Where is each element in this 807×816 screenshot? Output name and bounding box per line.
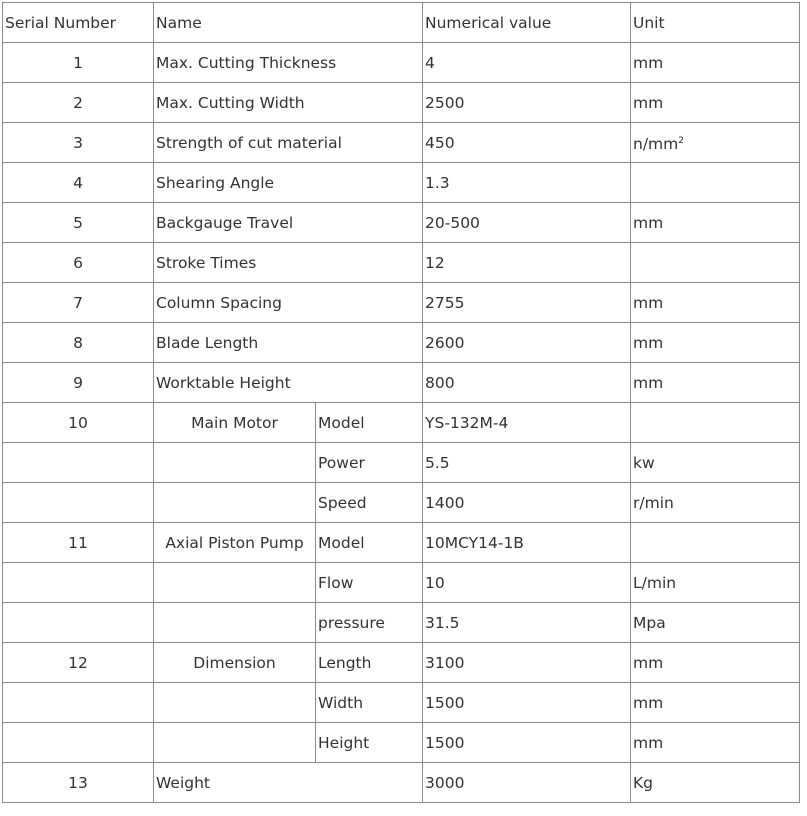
table-row: [3, 323, 800, 363]
serial-cell: 2: [3, 83, 154, 123]
table-row: [3, 563, 800, 603]
serial-cell: 3: [3, 123, 154, 163]
serial-cell: 8: [3, 323, 154, 363]
serial-cell: [3, 483, 154, 523]
value-cell: 3100: [423, 643, 631, 683]
unit-cell: [631, 163, 800, 203]
value-cell: 12: [423, 243, 631, 283]
table-row: [3, 203, 800, 243]
serial-cell: [3, 683, 154, 723]
value-cell: 31.5: [423, 603, 631, 643]
header-unit: Unit: [631, 3, 800, 43]
name-cell: Max. Cutting Thickness: [154, 43, 423, 83]
unit-cell: Kg: [631, 763, 800, 803]
value-cell: 2755: [423, 283, 631, 323]
serial-cell: [3, 723, 154, 763]
group-name-cell: [154, 443, 316, 483]
sub-name-cell: Model: [316, 523, 423, 563]
name-cell: Strength of cut material: [154, 123, 423, 163]
header-serial-number: Serial Number: [3, 3, 154, 43]
serial-cell: 4: [3, 163, 154, 203]
value-cell: 20-500: [423, 203, 631, 243]
serial-cell: 7: [3, 283, 154, 323]
serial-cell: 12: [3, 643, 154, 683]
sub-name-cell: Power: [316, 443, 423, 483]
name-cell: Shearing Angle: [154, 163, 423, 203]
table-row: [3, 123, 800, 163]
unit-cell: mm: [631, 363, 800, 403]
unit-cell: [631, 123, 800, 163]
unit-text: n/mm: [633, 135, 679, 153]
unit-cell: mm: [631, 203, 800, 243]
unit-cell: mm: [631, 283, 800, 323]
specification-table: [2, 2, 800, 803]
header-numerical-value: Numerical value: [423, 3, 631, 43]
value-cell: 2600: [423, 323, 631, 363]
group-name-cell: Axial Piston Pump: [154, 523, 316, 563]
table-row: [3, 243, 800, 283]
header-name: Name: [154, 3, 423, 43]
unit-cell: [631, 523, 800, 563]
group-name-cell: Main Motor: [154, 403, 316, 443]
unit-cell: mm: [631, 323, 800, 363]
serial-cell: [3, 603, 154, 643]
unit-cell: r/min: [631, 483, 800, 523]
name-cell: Stroke Times: [154, 243, 423, 283]
serial-cell: 11: [3, 523, 154, 563]
value-cell: 1500: [423, 683, 631, 723]
name-cell: Max. Cutting Width: [154, 83, 423, 123]
table-row: [3, 723, 800, 763]
name-cell: Blade Length: [154, 323, 423, 363]
unit-cell: [631, 403, 800, 443]
table-row: [3, 523, 800, 563]
name-cell: Backgauge Travel: [154, 203, 423, 243]
group-name-cell: Dimension: [154, 643, 316, 683]
name-cell: Weight: [154, 763, 423, 803]
table-row: [3, 83, 800, 123]
serial-cell: 13: [3, 763, 154, 803]
sub-name-cell: Length: [316, 643, 423, 683]
value-cell: 1400: [423, 483, 631, 523]
serial-cell: 10: [3, 403, 154, 443]
sub-name-cell: pressure: [316, 603, 423, 643]
unit-cell: [631, 243, 800, 283]
group-name-cell: [154, 483, 316, 523]
serial-cell: 5: [3, 203, 154, 243]
group-name-cell: [154, 563, 316, 603]
value-cell: 450: [423, 123, 631, 163]
unit-superscript: 2: [678, 136, 684, 146]
serial-cell: 6: [3, 243, 154, 283]
table-row: [3, 43, 800, 83]
value-cell: 1500: [423, 723, 631, 763]
value-cell: 4: [423, 43, 631, 83]
value-cell: 5.5: [423, 443, 631, 483]
sub-name-cell: Model: [316, 403, 423, 443]
table-row: [3, 483, 800, 523]
group-name-cell: [154, 683, 316, 723]
table-row: [3, 443, 800, 483]
unit-cell: mm: [631, 643, 800, 683]
sub-name-cell: Height: [316, 723, 423, 763]
value-cell: 800: [423, 363, 631, 403]
unit-cell: mm: [631, 723, 800, 763]
value-cell: YS-132M-4: [423, 403, 631, 443]
serial-cell: 1: [3, 43, 154, 83]
table-row: [3, 603, 800, 643]
value-cell: 10MCY14-1B: [423, 523, 631, 563]
unit-cell: kw: [631, 443, 800, 483]
value-cell: 10: [423, 563, 631, 603]
sub-name-cell: Speed: [316, 483, 423, 523]
table-row: [3, 283, 800, 323]
table-row: [3, 643, 800, 683]
name-cell: Column Spacing: [154, 283, 423, 323]
value-cell: 2500: [423, 83, 631, 123]
table-header-row: [3, 3, 800, 43]
unit-cell: mm: [631, 683, 800, 723]
unit-cell: mm: [631, 83, 800, 123]
serial-cell: [3, 443, 154, 483]
unit-cell: L/min: [631, 563, 800, 603]
value-cell: 3000: [423, 763, 631, 803]
table-row: [3, 683, 800, 723]
group-name-cell: [154, 603, 316, 643]
sub-name-cell: Flow: [316, 563, 423, 603]
unit-cell: mm: [631, 43, 800, 83]
serial-cell: 9: [3, 363, 154, 403]
serial-cell: [3, 563, 154, 603]
table-row: [3, 163, 800, 203]
table-row: [3, 363, 800, 403]
table-row: [3, 763, 800, 803]
value-cell: 1.3: [423, 163, 631, 203]
sub-name-cell: Width: [316, 683, 423, 723]
group-name-cell: [154, 723, 316, 763]
table-row: [3, 403, 800, 443]
unit-cell: Mpa: [631, 603, 800, 643]
name-cell: Worktable Height: [154, 363, 423, 403]
